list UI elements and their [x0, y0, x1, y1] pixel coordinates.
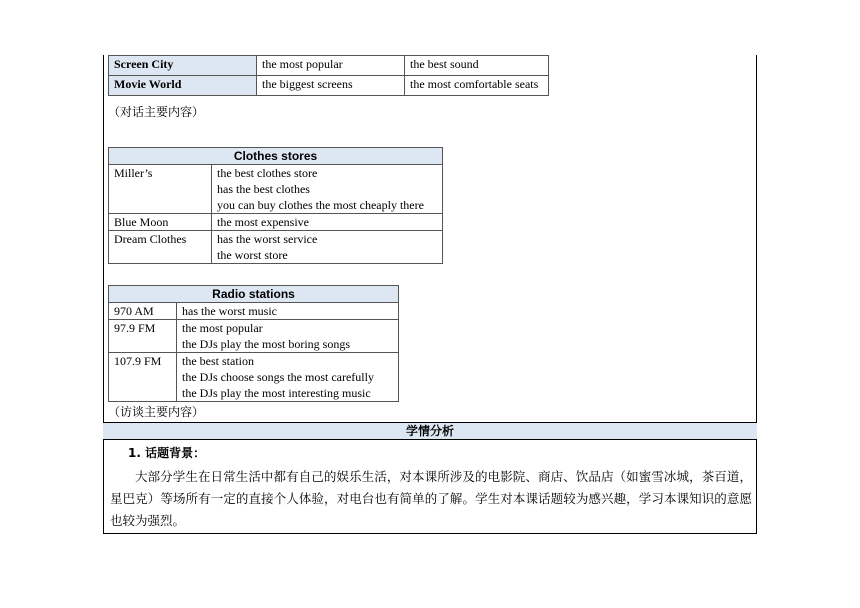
dialogue-note: （对话主要内容） — [108, 105, 205, 119]
cell-line: the DJs play the most boring songs — [182, 337, 350, 351]
cell-line: has the best clothes — [217, 182, 310, 196]
cell-line: the DJs choose songs the most carefully — [182, 370, 374, 384]
section-title: 学情分析 — [103, 422, 757, 440]
store-name: Blue Moon — [109, 214, 212, 231]
table-row — [109, 214, 443, 231]
store-name: Dream Clothes — [109, 231, 212, 264]
table-title: Radio stations — [109, 286, 399, 303]
table-cell — [212, 231, 443, 264]
table-row — [109, 320, 399, 353]
cell-line: the most popular — [182, 321, 263, 335]
topic-paragraph: 大部分学生在日常生活中都有自己的娱乐生活，对本课所涉及的电影院、商店、饮品店（如蜜雪冰城，茶百道，星巴克）等场所有一定的直接个人体验，对电台也有简单的了解。学生对本课话题较为感兴趣，学习本课知识的意愿也较为强烈。 — [110, 469, 752, 528]
cell-line: you can buy clothes the most cheaply there — [217, 198, 424, 212]
table-cell — [212, 214, 443, 231]
table-cell: the best sound — [405, 56, 549, 76]
table-cell: the biggest screens — [257, 76, 405, 96]
clothes-stores-table — [108, 147, 443, 264]
table-cell — [177, 353, 399, 402]
cinema-name: Movie World — [109, 76, 257, 96]
station-name: 107.9 FM — [109, 353, 177, 402]
store-name: Miller’s — [109, 165, 212, 214]
table-row — [109, 353, 399, 402]
table-row — [109, 231, 443, 264]
table-cell: the most popular — [257, 56, 405, 76]
station-name: 97.9 FM — [109, 320, 177, 353]
table-row — [109, 165, 443, 214]
table-header — [109, 286, 399, 303]
cell-line: the DJs play the most interesting music — [182, 386, 371, 400]
table-cell — [212, 165, 443, 214]
cell-line: the best station — [182, 354, 254, 368]
table-cell: the most comfortable seats — [405, 76, 549, 96]
cell-line: has the worst music — [182, 304, 277, 318]
cell-line: the most expensive — [217, 215, 309, 229]
table-row — [109, 56, 549, 76]
radio-stations-table — [108, 285, 399, 402]
cell-line: the best clothes store — [217, 166, 318, 180]
table-row — [109, 303, 399, 320]
table-cell — [177, 320, 399, 353]
interview-note: （访谈主要内容） — [108, 405, 205, 419]
cell-line: the worst store — [217, 248, 288, 262]
cinema-table — [108, 55, 549, 96]
station-name: 970 AM — [109, 303, 177, 320]
cell-line: has the worst service — [217, 232, 318, 246]
table-cell — [177, 303, 399, 320]
topic-heading: 1. 话题背景： — [128, 446, 206, 460]
cinema-name: Screen City — [109, 56, 257, 76]
table-header — [109, 148, 443, 165]
table-row — [109, 76, 549, 96]
table-title: Clothes stores — [109, 148, 443, 165]
